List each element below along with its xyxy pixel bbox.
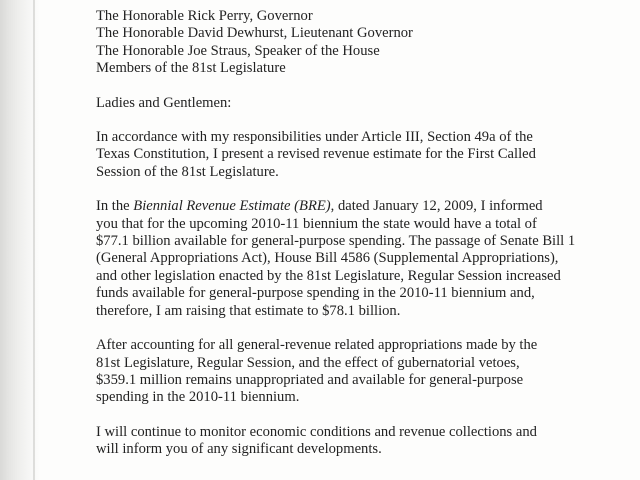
paragraph-line: will inform you of any significant developments. (96, 441, 382, 458)
paragraph-3 (96, 337, 616, 407)
paragraph-line: Session of the 81st Legislature. (96, 163, 279, 180)
paragraph-line: After accounting for all general-revenue related appropriations made by the (96, 337, 538, 354)
salutation-text: Ladies and Gentlemen: (96, 94, 232, 111)
paragraph-4 (96, 424, 616, 459)
paragraph-2 (96, 198, 616, 320)
addressee-line: Members of the 81st Legislature (96, 60, 286, 77)
paragraph-line: and other legislation enacted by the 81st Legislature, Regular Session increased (96, 267, 561, 284)
paragraph-line: spending in the 2010-11 biennium. (96, 389, 300, 406)
paragraph-text: In the (96, 198, 134, 215)
paragraph-line (96, 198, 616, 215)
paragraph-line: you that for the upcoming 2010-11 biennium the state would have a total of (96, 215, 537, 232)
bre-title: Biennial Revenue Estimate (BRE) (133, 198, 331, 215)
paragraph-line: In accordance with my responsibilities under Article III, Section 49a of the (96, 129, 533, 146)
paragraph-line: therefore, I am raising that estimate to $78.1 billion. (96, 302, 401, 319)
paragraph-line: (General Appropriations Act), House Bill 4586 (Supplemental Appropriations), (96, 250, 559, 267)
paragraph-1 (96, 129, 616, 181)
addressee-block (96, 8, 616, 78)
page-edge-line (33, 0, 35, 480)
paragraph-line: funds available for general-purpose spending in the 2010-11 biennium and, (96, 285, 535, 302)
salutation (96, 95, 616, 112)
paragraph-text: , dated January 12, 2009, I informed (330, 198, 543, 215)
paragraph-line: I will continue to monitor economic conditions and revenue collections and (96, 423, 537, 440)
paragraph-line: 81st Legislature, Regular Session, and the effect of gubernatorial vetoes, (96, 354, 520, 371)
letter-body (96, 8, 616, 459)
paragraph-line: Texas Constitution, I present a revised revenue estimate for the First Called (96, 146, 536, 163)
paragraph-line: $77.1 billion available for general-purpose spending. The passage of Senate Bill 1 (96, 233, 576, 250)
addressee-line: The Honorable David Dewhurst, Lieutenant Governor (96, 25, 413, 42)
addressee-line: The Honorable Rick Perry, Governor (96, 8, 313, 24)
paragraph-line: $359.1 million remains unappropriated and available for general-purpose (96, 371, 524, 388)
addressee-line: The Honorable Joe Straus, Speaker of the House (96, 42, 380, 59)
